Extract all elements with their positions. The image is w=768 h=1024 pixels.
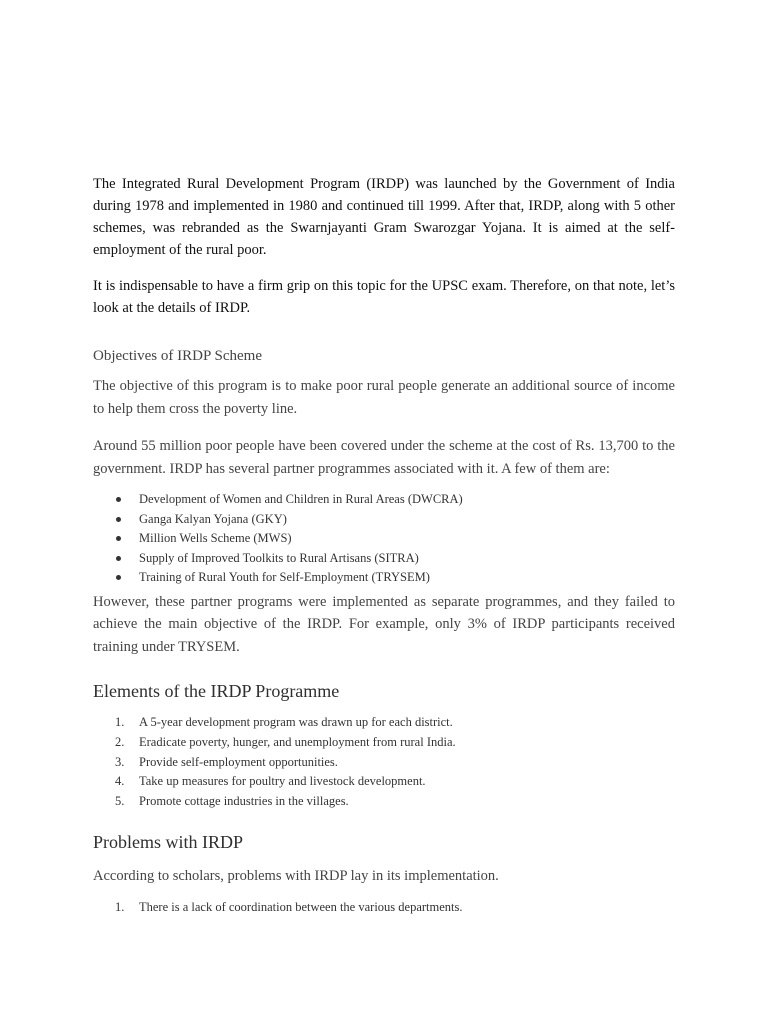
- list-item-text: Million Wells Scheme (MWS): [139, 531, 292, 546]
- bullet-icon: [116, 536, 121, 541]
- list-item-text: Promote cottage industries in the villages.: [139, 793, 349, 808]
- list-item: [93, 713, 675, 733]
- list-item: [93, 529, 675, 549]
- section-heading-problems: Problems with IRDP: [93, 832, 244, 853]
- list-number: 1.: [115, 899, 125, 914]
- bullet-icon: [116, 556, 121, 561]
- bullet-icon: [116, 497, 121, 502]
- objectives-paragraph: The objective of this program is to make poor rural people generate an additional source of income to help them cross the poverty line.: [93, 378, 675, 417]
- list-item: [93, 753, 675, 773]
- list-item: [93, 898, 675, 918]
- list-item-text: There is a lack of coordination between the various departments.: [139, 899, 463, 914]
- list-item: [93, 510, 675, 530]
- intro-paragraph: It is indispensable to have a firm grip on this topic for the UPSC exam. Therefore, on that note, let’s look at the details of IRDP.: [93, 278, 675, 316]
- intro-paragraph: The Integrated Rural Development Program (IRDP) was launched by the Government of India during 1978 and implemented in 1980 and continued till 1999. After that, IRDP, along with 5 other schemes, was rebranded as the Swarnjayanti Gram Swarozgar Yojana. It is aimed at the self-employment of the rural poor.: [93, 176, 675, 258]
- list-item-text: Eradicate poverty, hunger, and unemployment from rural India.: [139, 735, 456, 750]
- objectives-paragraph: Around 55 million poor people have been covered under the scheme at the cost of Rs. 13,700 to the government. IRDP has several partner programmes associated with it. A few of them are:: [93, 438, 675, 477]
- problems-list: [93, 898, 675, 918]
- list-item: [93, 490, 675, 510]
- list-item: [93, 792, 675, 812]
- list-item-text: Ganga Kalyan Yojana (GKY): [139, 511, 287, 526]
- list-item-text: Training of Rural Youth for Self-Employment (TRYSEM): [139, 570, 430, 585]
- partner-programmes-list: [93, 490, 675, 588]
- list-item: [93, 568, 675, 588]
- bullet-icon: [116, 575, 121, 580]
- problems-paragraph: According to scholars, problems with IRDP lay in its implementation.: [93, 868, 499, 885]
- list-item-text: Take up measures for poultry and livestock development.: [139, 774, 426, 789]
- list-item: [93, 549, 675, 569]
- list-item-text: A 5-year development program was drawn up for each district.: [139, 715, 453, 730]
- list-number: 2.: [115, 735, 125, 750]
- list-item-text: Supply of Improved Toolkits to Rural Artisans (SITRA): [139, 550, 419, 565]
- objectives-closing-paragraph: However, these partner programs were implemented as separate programmes, and they failed to achieve the main objective of the IRDP. For example, only 3% of IRDP participants received training under TRYSEM.: [93, 593, 675, 655]
- list-number: 5.: [115, 793, 125, 808]
- bullet-icon: [116, 517, 121, 522]
- list-number: 1.: [115, 715, 125, 730]
- section-heading-objectives: Objectives of IRDP Scheme: [93, 348, 262, 364]
- section-heading-elements: Elements of the IRDP Programme: [93, 681, 340, 702]
- list-item-text: Development of Women and Children in Rural Areas (DWCRA): [139, 492, 463, 506]
- list-number: 3.: [115, 754, 125, 769]
- document-page: [93, 173, 675, 918]
- list-item-text: Provide self-employment opportunities.: [139, 754, 338, 769]
- elements-list: [93, 713, 675, 811]
- list-item: [93, 733, 675, 753]
- list-number: 4.: [115, 774, 125, 789]
- list-item: [93, 772, 675, 792]
